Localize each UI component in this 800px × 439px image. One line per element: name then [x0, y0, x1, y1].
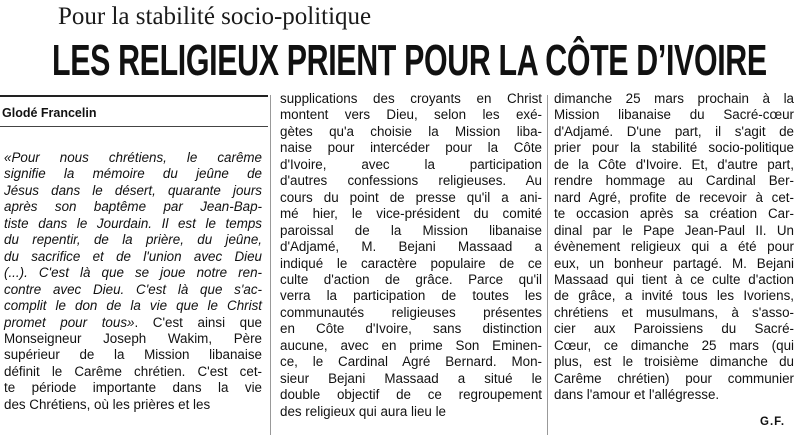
text-line: complit le don de la vie que le Christ [4, 298, 262, 314]
text-line: d'Adjamé, M. Bejani Massaad a [280, 239, 542, 255]
text-line: d'Adjamé. D'une part, il s'agit de [554, 123, 794, 139]
text-line: de la Côte d'Ivoire. Et, d'autre part, [554, 156, 794, 172]
text-line: double objectif de ce regroupement [280, 387, 542, 403]
text-line: après son baptême par Jean-Bap- [4, 199, 262, 215]
text-line: Jésus dans le désert, quarante jours [4, 182, 262, 198]
text-line: évènement religieux qui a été pour [554, 239, 794, 255]
text-line: d'autres confessions religieuses. Au [280, 173, 542, 189]
text-line: promet pour tous». C'est ainsi que [4, 314, 262, 330]
text-line: culte d'action de grâce. Parce qu'il [280, 271, 542, 287]
text-line: eux, un bonheur partagé. M. Bejani [554, 255, 794, 271]
text-line: montent vers Dieu, selon les exé- [280, 107, 542, 123]
text-line: indiqué le caractère populaire de ce [280, 255, 542, 271]
article-headline: LES RELIGIEUX PRIENT POUR LA CÔTE D’IVOIRE [52, 36, 767, 85]
text-line: d'Ivoire, avec la participation [280, 156, 542, 172]
text-line: cours du point de presse qu'il a ani- [280, 189, 542, 205]
text-line: du repentir, de la prière, du jeûne, [4, 232, 262, 248]
text-line: dinal par le Pape Jean-Paul II. Un [554, 222, 794, 238]
top-rule [0, 95, 268, 97]
article-kicker: Pour la stabilité socio-politique [58, 3, 372, 30]
text-line: de grâce, a invité tous les Ivoriens, [554, 288, 794, 304]
text-line: du sacrifice et de l'union avec Dieu [4, 248, 262, 264]
text-line: te occasion après sa création Car- [554, 206, 794, 222]
text-line: contre avec Dieu. C'est là que s'ac- [4, 281, 262, 297]
text-line: Cœur, ce dimanche 25 mars (qui [554, 337, 794, 353]
text-line: dimanche 25 mars prochain à la [554, 91, 794, 106]
text-line: Massaad qui tient à ce culte d'action [554, 271, 794, 287]
author-byline: Glodé Francelin [2, 106, 97, 120]
text-line: cier aux Paroissiens du Sacré- [554, 321, 794, 337]
text-line: mé hier, le vice-président du comité [280, 206, 542, 222]
text-line: plus, est le troisième dimanche du [554, 354, 794, 370]
text-line: Mission libanaise du Sacré-cœur [554, 107, 794, 123]
text-line: supplications des croyants en Christ [280, 91, 542, 106]
author-signature: G.F. [760, 416, 786, 428]
text-line: gètes qu'a choisie la Mission liba- [280, 123, 542, 139]
text-line: prier pour la stabilité socio-politique [554, 140, 794, 156]
text-line: définit le Carême chrétien. C'est cet- [4, 363, 262, 379]
text-line: sieur Bejani Massaad a situé le [280, 370, 542, 386]
text-line: des religieux qui aura lieu le [280, 403, 446, 419]
text-line: en Côte d'Ivoire, sans distinction [280, 321, 542, 337]
article-column-3 [554, 91, 794, 404]
text-line: rendre hommage au Cardinal Ber- [554, 173, 794, 189]
text-line: signifie la mémoire du jeûne de [4, 166, 262, 182]
column-divider-2 [547, 95, 548, 435]
article-column-2 [280, 91, 542, 420]
column-divider-1 [270, 95, 271, 435]
byline-rule [0, 126, 268, 127]
text-line: communautés religieuses présentes [280, 304, 542, 320]
text-line: tiste dans le Jourdain. Il est le temps [4, 215, 262, 231]
text-line: verra la participation de toutes les [280, 288, 542, 304]
text-line: aucune, avec en prime Son Eminen- [280, 337, 542, 353]
text-line: ce, le Cardinal Agré Bernard. Mon- [280, 354, 542, 370]
text-line: (...). C'est là que se joue notre ren- [4, 265, 262, 281]
text-line: paroissal de la Mission libanaise [280, 222, 542, 238]
text-line: «Pour nous chrétiens, le carême [4, 150, 262, 165]
text-line: des Chrétiens, où les prières et les [4, 396, 211, 412]
text-line: chrétiens et musulmans, à s'asso- [554, 304, 794, 320]
text-line: te période importante dans la vie [4, 380, 262, 396]
text-line: dans l'amour et l'allégresse. [554, 387, 720, 403]
text-line: nard Agré, profite de recevoir à cet- [554, 189, 794, 205]
text-line: Carême chrétien) pour communier [554, 370, 794, 386]
text-line: naise pour intercéder pour la Côte [280, 140, 542, 156]
text-line: supérieur de la Mission libanaise [4, 347, 262, 363]
article-column-1 [4, 150, 262, 413]
text-line: Monseigneur Joseph Wakim, Père [4, 330, 262, 346]
